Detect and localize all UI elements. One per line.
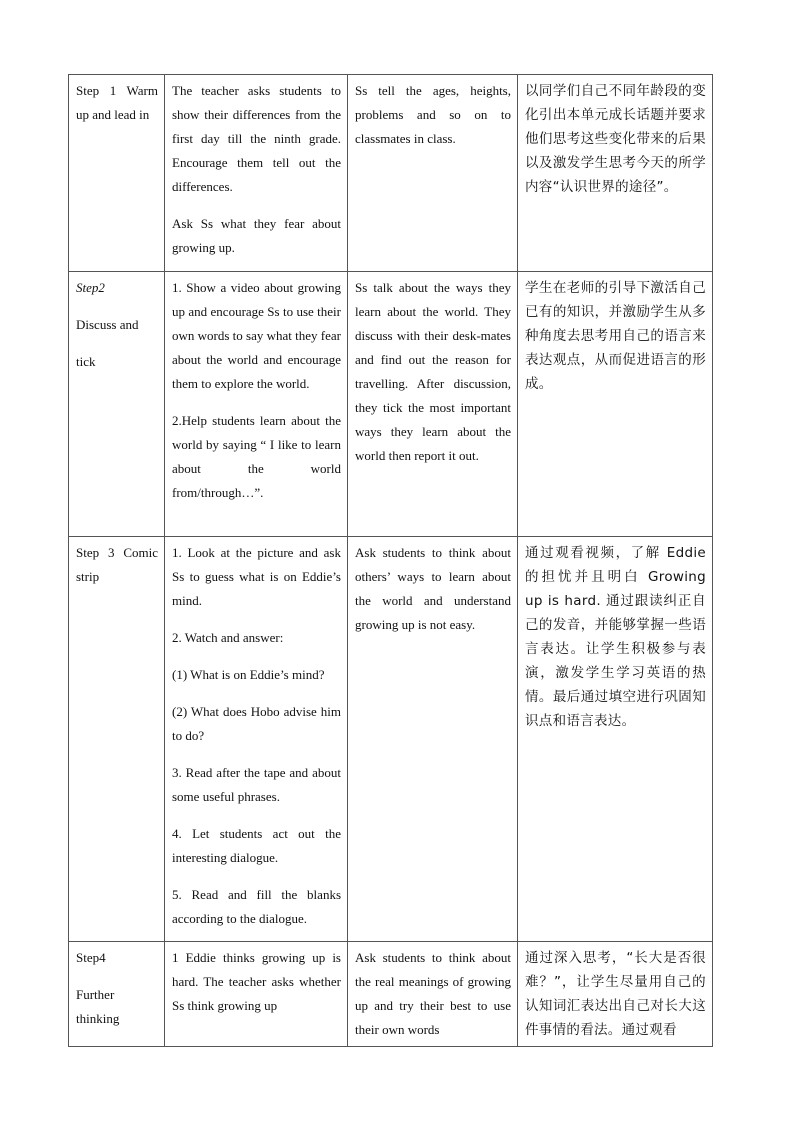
teacher-activity-cell bbox=[165, 272, 348, 537]
teacher-activity-text: 1 Eddie thinks growing up is hard. The teacher asks whether Ss think growing up bbox=[172, 950, 341, 1013]
student-activity-cell bbox=[348, 272, 518, 537]
table-row bbox=[69, 272, 713, 537]
teacher-activity-text: (1) What is on Eddie’s mind? bbox=[172, 667, 325, 682]
student-activity-text: Ss talk about the ways they learn about the world. They discuss with their desk-mates and find out the reason for travelling. After discussion, they tick the most important ways they learn about the world then report it out. bbox=[355, 280, 511, 463]
step-label: Step4 bbox=[76, 950, 106, 965]
teacher-activity-cell bbox=[165, 942, 348, 1047]
step-cell bbox=[69, 942, 165, 1047]
purpose-cell bbox=[518, 272, 713, 537]
teacher-activity-text: Ask Ss what they fear about growing up. bbox=[172, 216, 341, 255]
step-cell bbox=[69, 75, 165, 272]
teacher-activity-text: 1. Show a video about growing up and encourage Ss to use their own words to say what they fear about the world and encourage them to explore the world. bbox=[172, 280, 341, 391]
teacher-activity-text: 1. Look at the picture and ask Ss to guess what is on Eddie’s mind. bbox=[172, 545, 341, 608]
lesson-plan-sheet bbox=[68, 74, 712, 1047]
teacher-activity-text: 3. Read after the tape and about some useful phrases. bbox=[172, 765, 341, 804]
student-activity-text: Ss tell the ages, heights, problems and so on to classmates in class. bbox=[355, 83, 511, 146]
step-label: tick bbox=[76, 354, 96, 369]
purpose-text: 通过深入思考，“长大是否很难？”，让学生尽量用自己的认知词汇表达出自己对长大这件事情的看法。通过观看 bbox=[525, 950, 706, 1038]
purpose-cell bbox=[518, 537, 713, 942]
step-label: thinking bbox=[76, 1011, 120, 1026]
step-label: Further bbox=[76, 987, 115, 1002]
teacher-activity-text: 2.Help students learn about the world by saying “ I like to learn about the world from/through…”. bbox=[172, 413, 341, 500]
teacher-activity-text: (2) What does Hobo advise him to do? bbox=[172, 704, 341, 743]
table-row bbox=[69, 942, 713, 1047]
purpose-text: 学生在老师的引导下激活自己已有的知识，并激励学生从多种角度去思考用自己的语言来表达观点，从而促进语言的形成。 bbox=[525, 280, 706, 392]
table-row bbox=[69, 537, 713, 942]
step-label: Step 3 Comic strip bbox=[76, 545, 158, 584]
teacher-activity-text: 5. Read and fill the blanks according to the dialogue. bbox=[172, 887, 341, 926]
purpose-text: 以同学们自己不同年龄段的变化引出本单元成长话题并要求他们思考这些变化带来的后果以及激发学生思考今天的所学内容“认识世界的途径”。 bbox=[525, 83, 706, 195]
student-activity-cell bbox=[348, 75, 518, 272]
student-activity-cell bbox=[348, 942, 518, 1047]
teacher-activity-text: The teacher asks students to show their differences from the first day till the ninth grade. Encourage them tell out the differences. bbox=[172, 83, 341, 194]
step-cell bbox=[69, 272, 165, 537]
teacher-activity-text: 4. Let students act out the interesting dialogue. bbox=[172, 826, 341, 865]
teacher-activity-text: 2. Watch and answer: bbox=[172, 630, 284, 645]
student-activity-text: Ask students to think about others’ ways to learn about the world and understand growing up is not easy. bbox=[355, 545, 511, 632]
step-label: Step 1 Warm up and lead in bbox=[76, 83, 158, 122]
student-activity-cell bbox=[348, 537, 518, 942]
purpose-text: 通过观看视频，了解 Eddie 的担忧并且明白 Growing up is hard. 通过跟读纠正自己的发音，并能够掌握一些语言表达。让学生积极参与表演，激发学生学习英语的热情。最后通过填空进行巩固知识点和语言表达。 bbox=[525, 545, 706, 729]
step-label: Discuss and bbox=[76, 317, 139, 332]
lesson-plan-table bbox=[68, 74, 713, 1047]
table-row bbox=[69, 75, 713, 272]
teacher-activity-cell bbox=[165, 75, 348, 272]
teacher-activity-cell bbox=[165, 537, 348, 942]
step-label: Step2 bbox=[76, 280, 105, 295]
purpose-cell bbox=[518, 75, 713, 272]
student-activity-text: Ask students to think about the real meanings of growing up and try their best to use their own words bbox=[355, 950, 511, 1037]
step-cell bbox=[69, 537, 165, 942]
purpose-cell bbox=[518, 942, 713, 1047]
